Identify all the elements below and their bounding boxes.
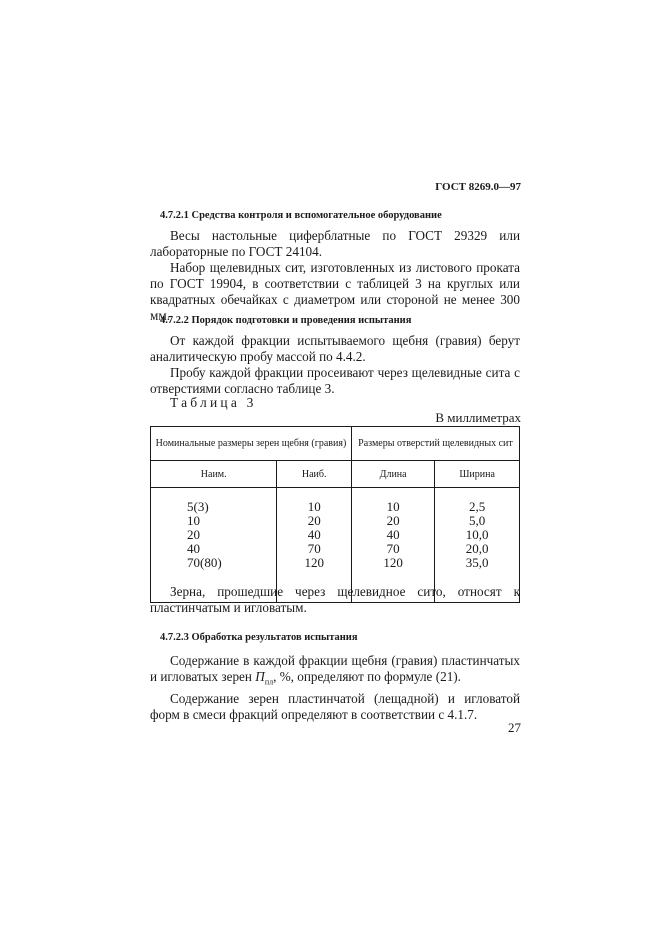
column-header-width: Ширина — [435, 461, 520, 488]
table-cell: 10,0 — [465, 527, 489, 542]
column-header-max: Наиб. — [277, 461, 352, 488]
table-cell: 35,0 — [465, 555, 489, 570]
paragraph: Пробу каждой фракции просеивают через щелевидные сита с отверстиями согласно таблице 3. — [150, 365, 520, 396]
table-cell: 70 — [307, 541, 321, 556]
table-cell: 10 — [307, 499, 321, 514]
table-cell: 70 — [386, 541, 400, 556]
table-cell: 20,0 — [465, 541, 489, 556]
section-body-equipment — [150, 228, 520, 324]
group-header-grain-sizes: Номинальные размеры зерен щебня (гравия) — [151, 427, 352, 461]
section-body-results — [150, 653, 520, 723]
paragraph: Весы настольные циферблатные по ГОСТ 29329 или лабораторные по ГОСТ 24104. — [150, 228, 520, 259]
table-cell: 40 — [386, 527, 400, 542]
table-caption: Таблица 3 — [170, 395, 257, 410]
section-title-equipment: 4.7.2.1 Средства контроля и вспомогательное оборудование — [160, 210, 442, 221]
document-code: ГОСТ 8269.0—97 — [435, 181, 521, 193]
section-title-procedure: 4.7.2.2 Порядок подготовки и проведения испытания — [160, 315, 412, 326]
paragraph: Набор щелевидных сит, изготовленных из листового проката по ГОСТ 19904, в соответствии с таблицей 3 на круглых или квадратных обечайках с диаметром или стороной не менее 300 мм. — [150, 260, 520, 323]
table-header-row — [151, 461, 520, 488]
table-cell: 120 — [304, 555, 324, 570]
sieve-table — [150, 426, 520, 603]
group-header-sieve-openings: Размеры отверстий щелевидных сит — [351, 427, 519, 461]
page-number: 27 — [508, 720, 521, 735]
table-cell: 10 — [187, 513, 200, 528]
table-cell: 20 — [307, 513, 321, 528]
table-cell: 20 — [386, 513, 400, 528]
table-cell: 20 — [187, 527, 200, 542]
paragraph: От каждой фракции испытываемого щебня (гравия) берут аналитическую пробу массой по 4.4.2. — [150, 333, 520, 364]
section-body-procedure — [150, 333, 520, 397]
paragraph — [150, 653, 520, 691]
table-group-header-row — [151, 427, 520, 461]
table-cell: 5,0 — [469, 513, 486, 528]
table-units: В миллиметрах — [435, 410, 521, 425]
table-cell: 40 — [187, 541, 200, 556]
table-cell: 40 — [307, 527, 321, 542]
table-cell: 10 — [386, 499, 400, 514]
after-table-text — [150, 584, 520, 616]
table-cell: 120 — [383, 555, 403, 570]
paragraph: Зерна, прошедшие через щелевидное сито, относят к пластинчатым и игловатым. — [150, 584, 520, 615]
formula-subscript: пл — [264, 677, 274, 687]
paragraph: Содержание зерен пластинчатой (лещадной) и игловатой форм в смеси фракций определяют в соответствии с 4.1.7. — [150, 690, 520, 722]
section-title-results: 4.7.2.3 Обработка результатов испытания — [160, 632, 358, 643]
formula-symbol: П — [255, 669, 265, 684]
table-cell: 5(3) — [187, 499, 209, 514]
table-cell: 2,5 — [469, 499, 486, 514]
table-cell: 70(80) — [187, 555, 222, 570]
text-run: , %, определяют по формуле (21). — [273, 669, 461, 684]
column-header-min: Наим. — [151, 461, 277, 488]
text-run: Содержание в каждой фракции щебня (гравия) пластинчатых и игловатых зерен — [150, 653, 520, 684]
column-header-length: Длина — [351, 461, 434, 488]
